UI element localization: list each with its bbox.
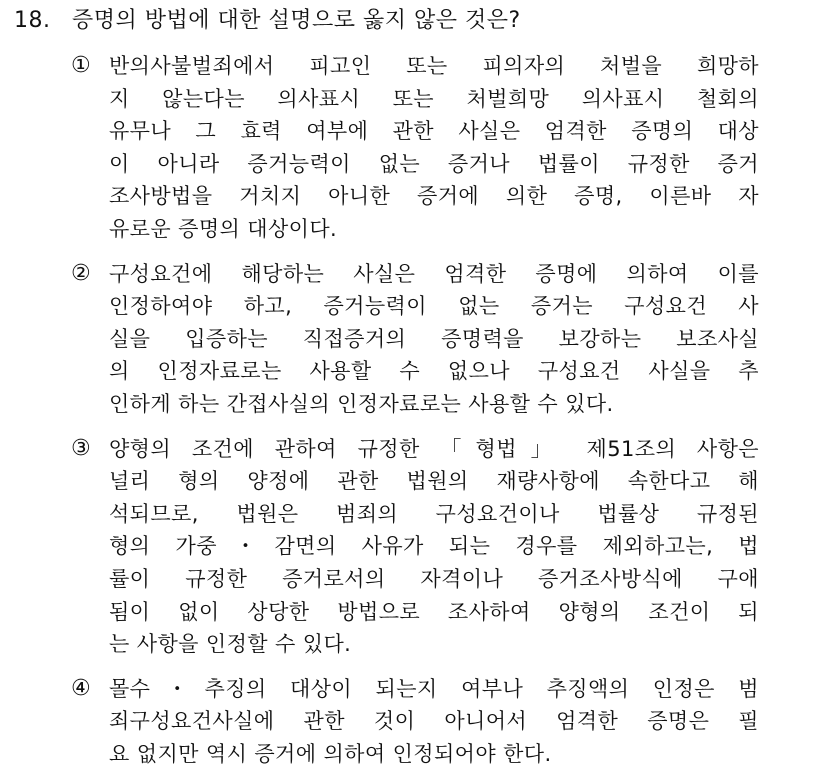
option-4 (71, 673, 771, 771)
option-3-marker: ③ (71, 435, 91, 461)
option-4-text (109, 673, 759, 771)
option-1-line: 지 않는다는 의사표시 또는 처벌희망 의사표시 철회의 (109, 86, 759, 111)
option-3-text (109, 433, 759, 661)
option-2-line: 인하게 하는 간접사실의 인정자료로는 사용할 수 있다. (109, 391, 614, 416)
option-1-line: 유로운 증명의 대상이다. (109, 216, 338, 241)
option-3-line: 널리 형의 양정에 관한 법원의 재량사항에 속한다고 해 (109, 469, 759, 494)
option-3-line: 률이 규정한 증거로서의 자격이나 증거조사방식에 구애 (109, 566, 759, 591)
option-2-line: 실을 입증하는 직접증거의 증명력을 보강하는 보조사실 (109, 326, 759, 351)
option-4-line: 몰수・추징의 대상이 되는지 여부나 추징액의 인정은 범 (109, 676, 759, 701)
option-1-line: 조사방법을 거치지 아니한 증거에 의한 증명, 이른바 자 (109, 184, 759, 209)
option-4-line: 요 없지만 역시 증거에 의하여 인정되어야 한다. (109, 741, 552, 766)
option-2-marker: ② (71, 260, 91, 286)
option-1-line: 유무나 그 효력 여부에 관한 사실은 엄격한 증명의 대상 (109, 119, 759, 144)
option-3-line: 석되므로, 법원은 범죄의 구성요건이나 법률상 규정된 (109, 501, 759, 526)
option-3-line: 형의 가중・감면의 사유가 되는 경우를 제외하고는, 법 (109, 534, 759, 559)
option-list (14, 50, 814, 770)
option-1-line: 이 아니라 증거능력이 없는 증거나 법률이 규정한 증거 (109, 151, 759, 176)
option-2-text (109, 258, 759, 421)
question-title-row (14, 6, 814, 36)
option-2-line: 구성요건에 해당하는 사실은 엄격한 증명에 의하여 이를 (109, 261, 759, 286)
question-block (14, 6, 814, 782)
option-4-line: 죄구성요건사실에 관한 것이 아니어서 엄격한 증명은 필 (109, 709, 759, 734)
option-1-text (109, 50, 759, 246)
option-2-line: 의 인정자료로는 사용할 수 없으나 구성요건 사실을 추 (109, 359, 759, 384)
option-3-line: 양형의 조건에 관하여 규정한 「형법」 제51조의 사항은 (109, 436, 759, 461)
option-1-marker: ① (71, 53, 91, 78)
question-number: 18. (14, 8, 51, 33)
option-3-line: 는 사항을 인정할 수 있다. (109, 632, 352, 657)
option-2 (71, 258, 771, 421)
option-2-line: 인정하여야 하고, 증거능력이 없는 증거는 구성요건 사 (109, 294, 759, 319)
option-1-line: 반의사불벌죄에서 피고인 또는 피의자의 처벌을 희망하 (109, 54, 759, 78)
option-4-marker: ④ (71, 675, 91, 701)
option-3-line: 됨이 없이 상당한 방법으로 조사하여 양형의 조건이 되 (109, 599, 759, 624)
question-title: 증명의 방법에 대한 설명으로 옳지 않은 것은? (72, 8, 521, 33)
option-1 (71, 50, 771, 246)
option-3 (71, 433, 771, 661)
